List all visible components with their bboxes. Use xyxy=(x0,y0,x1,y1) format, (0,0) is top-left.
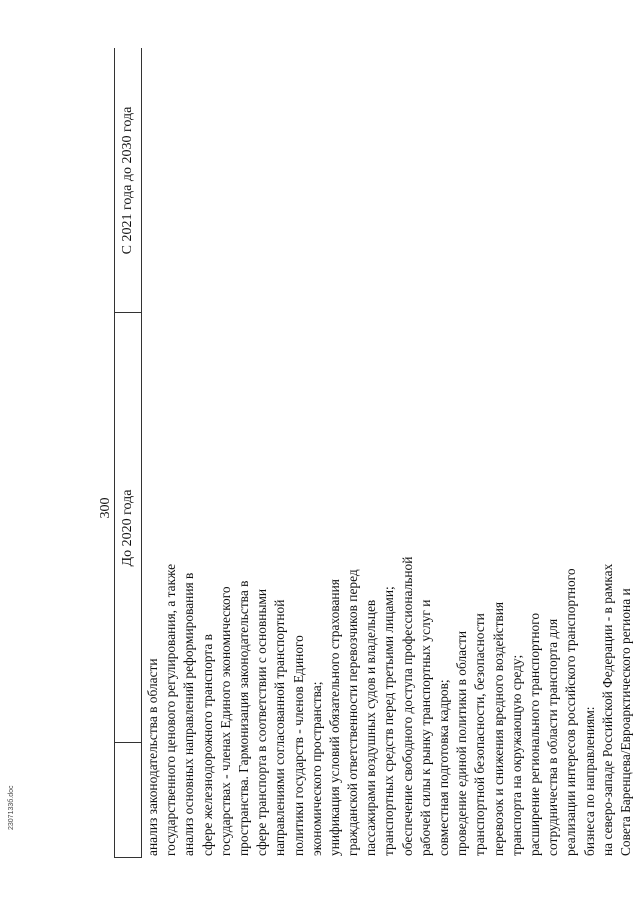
text-line: транспортных средств перед третьими лицами; xyxy=(381,586,397,856)
footer-filename: 2307133б.doc xyxy=(8,785,15,830)
text-line: политики государств - членов Единого xyxy=(290,635,306,856)
text-line: рабочей силы к рынку транспортных услуг и xyxy=(417,599,433,856)
text-line: анализ основных направлений реформирования в xyxy=(181,572,197,856)
text-line: направлениями согласованной транспортной xyxy=(272,599,288,856)
text-line: расширение регионального транспортного xyxy=(526,612,542,856)
text-line: транспорта на окружающую среду; xyxy=(508,654,524,856)
text-line: анализ законодательства в области xyxy=(145,658,160,856)
text-line: совместная подготовка кадров; xyxy=(436,679,451,856)
text-line: бизнеса по направлениям: xyxy=(581,706,597,856)
text-line: экономического пространства; xyxy=(308,681,324,856)
text-line: Совета Баренцева/Евроарктического региона и xyxy=(617,588,633,856)
text-line: государственного ценового регулирования, а также xyxy=(163,563,179,856)
page-number: 300 xyxy=(98,497,113,519)
document-table xyxy=(114,48,633,858)
text-line: транспортной безопасности, безопасности xyxy=(472,613,488,856)
text-line: сфере транспорта в соответствии с основными xyxy=(254,588,270,856)
column-header-until-2020: До 2020 года xyxy=(120,489,135,567)
text-line: реализации интересов российского транспортного xyxy=(563,568,579,856)
text-line: сотрудничества в области транспорта для xyxy=(545,618,561,856)
table-divider xyxy=(114,857,141,858)
text-line: пространства. Гармонизация законодательства в xyxy=(235,580,251,856)
table-cell-text xyxy=(144,326,635,856)
text-line: государствах - членах Единого экономического xyxy=(217,586,233,856)
text-line: на северо-западе Российской Федерации - в рамках xyxy=(599,563,615,856)
text-line: гражданской ответственности перевозчиков перед xyxy=(345,569,361,856)
rotated-page xyxy=(96,48,633,858)
table-header-border xyxy=(141,48,142,858)
text-line: обеспечение свободного доступа профессиональной xyxy=(399,556,415,856)
text-line: пассажирами воздушных судов и владельцев xyxy=(363,599,379,856)
column-header-2021-2030: С 2021 года до 2030 года xyxy=(120,106,135,255)
text-line: унификация условий обязательного страхования xyxy=(326,579,342,856)
table-top-border xyxy=(114,48,115,858)
text-line: сфере железнодорожного транспорта в xyxy=(199,634,215,856)
text-line: проведение единой политики в области xyxy=(454,630,470,856)
text-line: перевозок и снижения вредного воздействия xyxy=(490,601,506,856)
